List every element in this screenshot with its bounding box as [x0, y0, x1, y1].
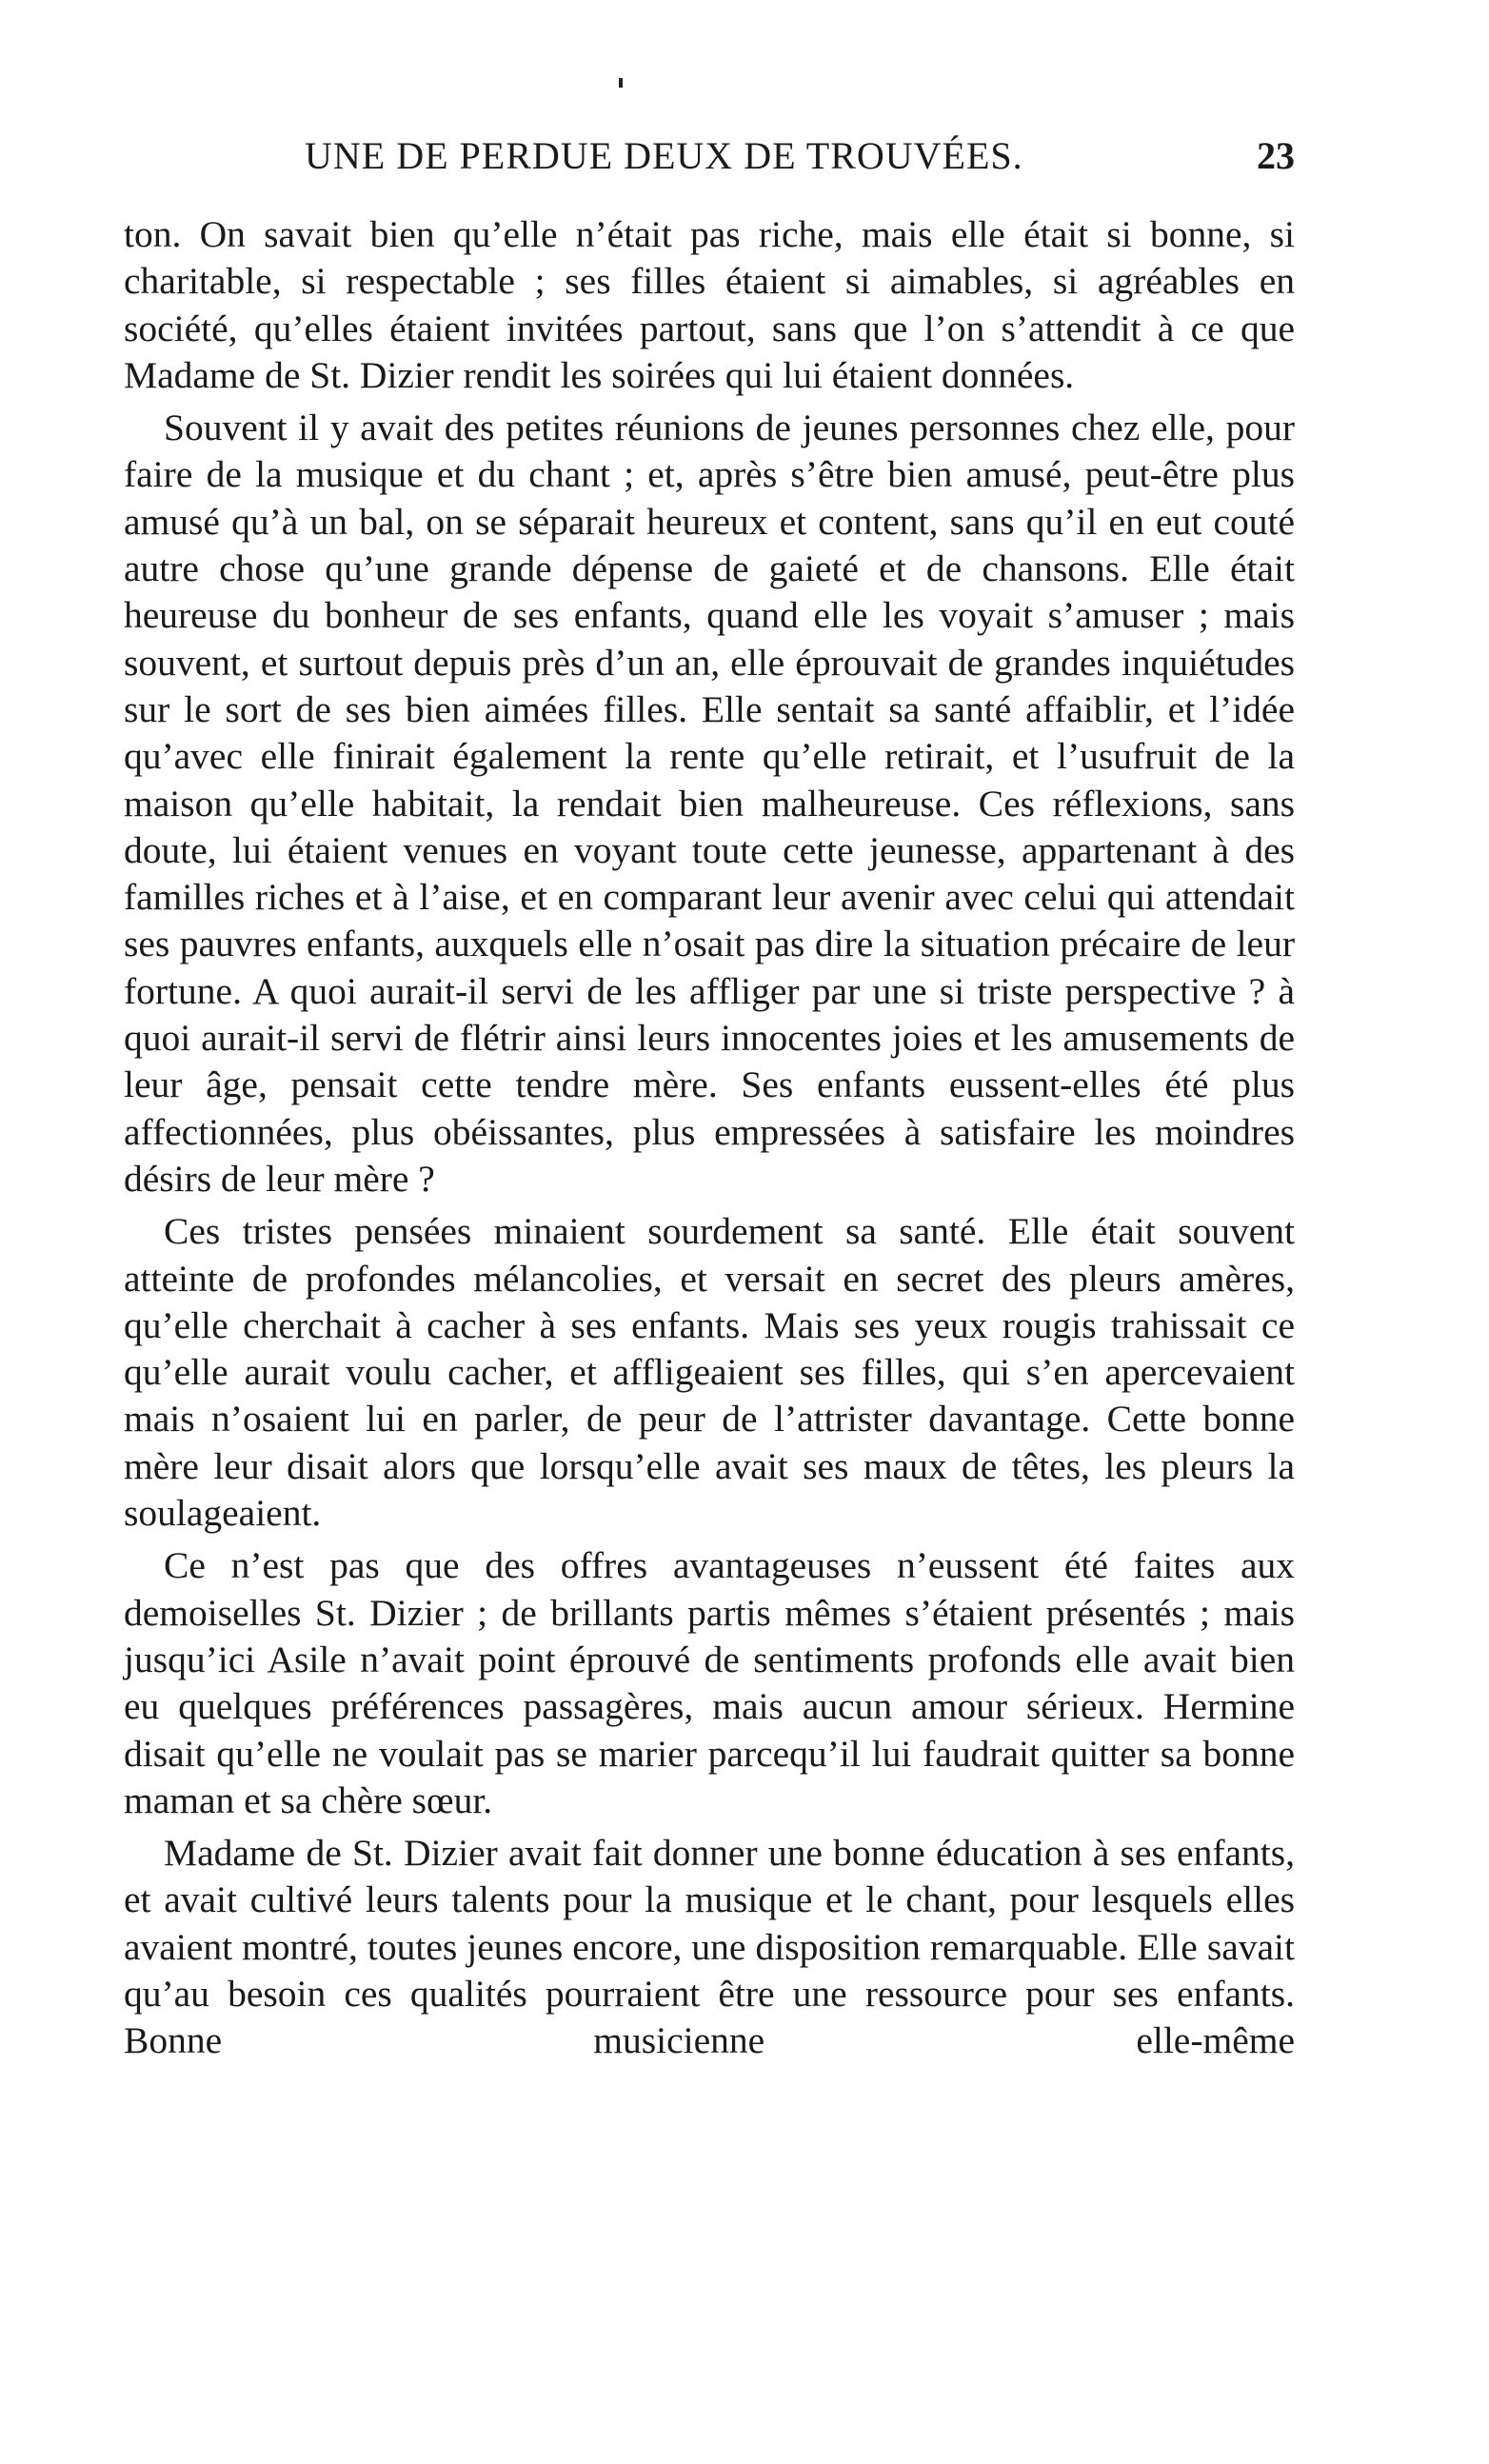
running-title: UNE DE PERDUE DEUX DE TROUVÉES.: [305, 134, 1023, 177]
paragraph-reunions: Souvent il y avait des petites réunions de jeunes personnes chez elle, pour faire de la musique et du chant ; et, après s’être bien amusé, peut-être plus amusé qu’à un bal, on se séparait heureux et content, sans qu’il en eut couté autre chose qu’une grande dépense de gaieté et de chansons. Elle était heureuse du bonheur de ses enfants, quand elle les voyait s’amuser ; mais souvent, et surtout depuis près d’un an, elle éprouvait de grandes inquiétudes sur le sort de ses bien aimées filles. Elle sentait sa santé affaiblir, et l’idée qu’avec elle finirait également la rente qu’elle retirait, et l’usufruit de la maison qu’elle habitait, la rendait bien malheureuse. Ces réflexions, sans doute, lui étaient venues en voyant toute cette jeunesse, appartenant à des familles riches et à l’aise, et en comparant leur avenir avec celui qui attendait ses pauvres enfants, auxquels elle n’osait pas dire la situation précaire de leur fortune. A quoi aurait-il servi de les affliger par une si triste perspective ? à quoi aurait-il servi de flétrir ainsi leurs innocentes joies et les amusements de leur âge, pensait cette tendre mère. Ses enfants eussent-elles été plus affectionnées, plus obéissantes, plus empressées à satisfaire les moindres désirs de leur mère ?: [124, 407, 1295, 1200]
paragraph-tristes-pensees: Ces tristes pensées minaient sourdement sa santé. Elle était souvent atteinte de profondes mélancolies, et versait en secret des pleurs amères, qu’elle cherchait à cacher à ses enfants. Mais ses yeux rougis trahissait ce qu’elle aurait voulu cacher, et affligeaient ses filles, qui s’en apercevaient mais n’osaient lui en parler, de peur de l’attrister davantage. Cette bonne mère leur disait alors que lorsqu’elle avait ses maux de têtes, les pleurs la soulageaient.: [124, 1210, 1295, 1535]
printer-mark: [619, 78, 623, 88]
page-number: 23: [1257, 134, 1295, 177]
paragraph-offres: Ce n’est pas que des offres avantageuses n’eussent été faites aux demoiselles St. Dizier ; de brillants partis mêmes s’étaient présentés ; mais jusqu’ici Asile n’avait point éprouvé de sentiments profonds elle avait bien eu quelques préférences passagères, mais aucun amour sérieux. Hermine disait qu’elle ne voulait pas se marier parcequ’il lui faudrait quitter sa bonne maman et sa chère sœur.: [124, 1544, 1295, 1821]
paragraph-education: Madame de St. Dizier avait fait donner une bonne éducation à ses enfants, et avait cultivé leurs talents pour la musique et le chant, pour lesquels elles avaient montré, toutes jeunes encore, une disposition remarquable. Elle savait qu’au besoin ces qualités pourraient être une ressource pour ses enfants. Bonne musicienne elle-même: [124, 1832, 1295, 2062]
running-head: [124, 133, 1295, 190]
paragraph-continuation: ton. On savait bien qu’elle n’était pas riche, mais elle était si bonne, si charitable, si respectable ; ses filles étaient si aimables, si agréables en société, qu’elles étaient invitées partout, sans que l’on s’attendit à ce que Madame de St. Dizier rendit les soirées qui lui étaient données.: [124, 213, 1295, 396]
body-text: [124, 211, 1295, 2071]
